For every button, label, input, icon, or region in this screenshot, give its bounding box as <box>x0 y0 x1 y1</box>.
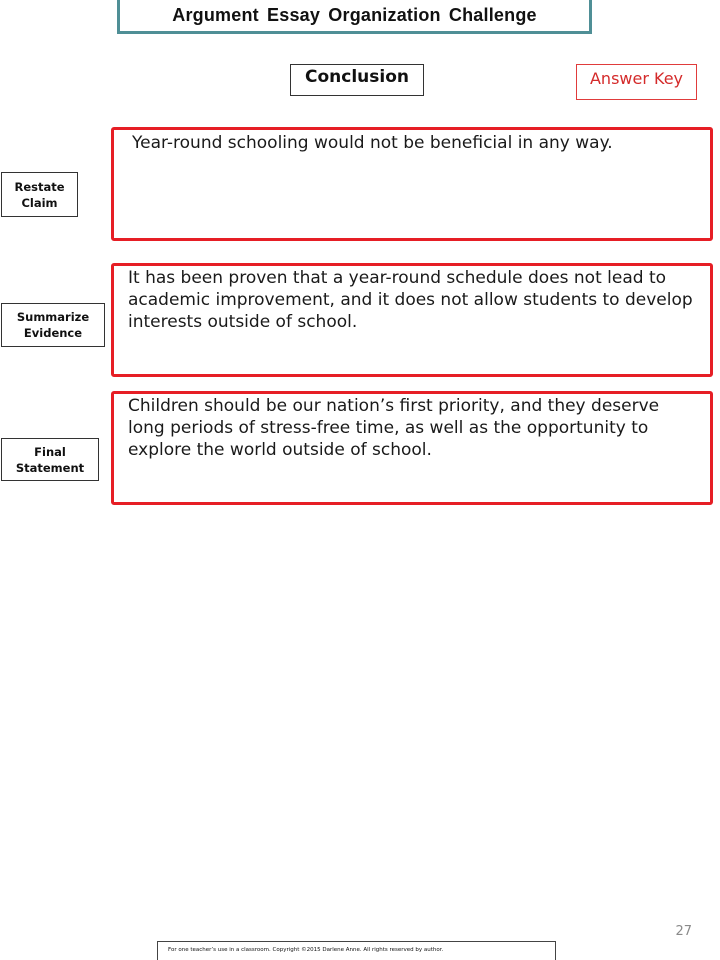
worksheet-title: Argument Essay Organization Challenge <box>117 0 592 34</box>
label-summarize-evidence <box>1 303 105 347</box>
label-line: Final <box>34 444 66 459</box>
answer-box-restate-claim <box>111 127 713 241</box>
label-line: Claim <box>21 195 58 210</box>
answer-text: Year-round schooling would not be beneficial in any way. <box>132 133 613 153</box>
answer-key-badge: Answer Key <box>576 64 697 100</box>
label-line: Statement <box>15 460 85 475</box>
answer-text: It has been proven that a year-round schedule does not lead to academic improvement, and it does not allow students to develop interests outside of school. <box>128 268 693 332</box>
section-heading-conclusion: Conclusion <box>290 64 424 96</box>
copyright-footer: For one teacher’s use in a classroom. Copyright ©2015 Darlene Anne. All rights reserved by author. <box>157 941 556 960</box>
answer-box-summarize-evidence <box>111 263 713 377</box>
label-restate-claim <box>1 172 78 217</box>
answer-text: Children should be our nation’s first priority, and they deserve long periods of stress-free time, as well as the opportunity to explore the world outside of school. <box>128 396 660 460</box>
page-number: 27 <box>675 924 692 939</box>
answer-box-final-statement <box>111 391 713 505</box>
label-line: Evidence <box>23 326 83 340</box>
label-line: Restate <box>14 179 65 194</box>
label-line: Summarize <box>16 310 90 324</box>
label-final-statement <box>1 438 99 481</box>
